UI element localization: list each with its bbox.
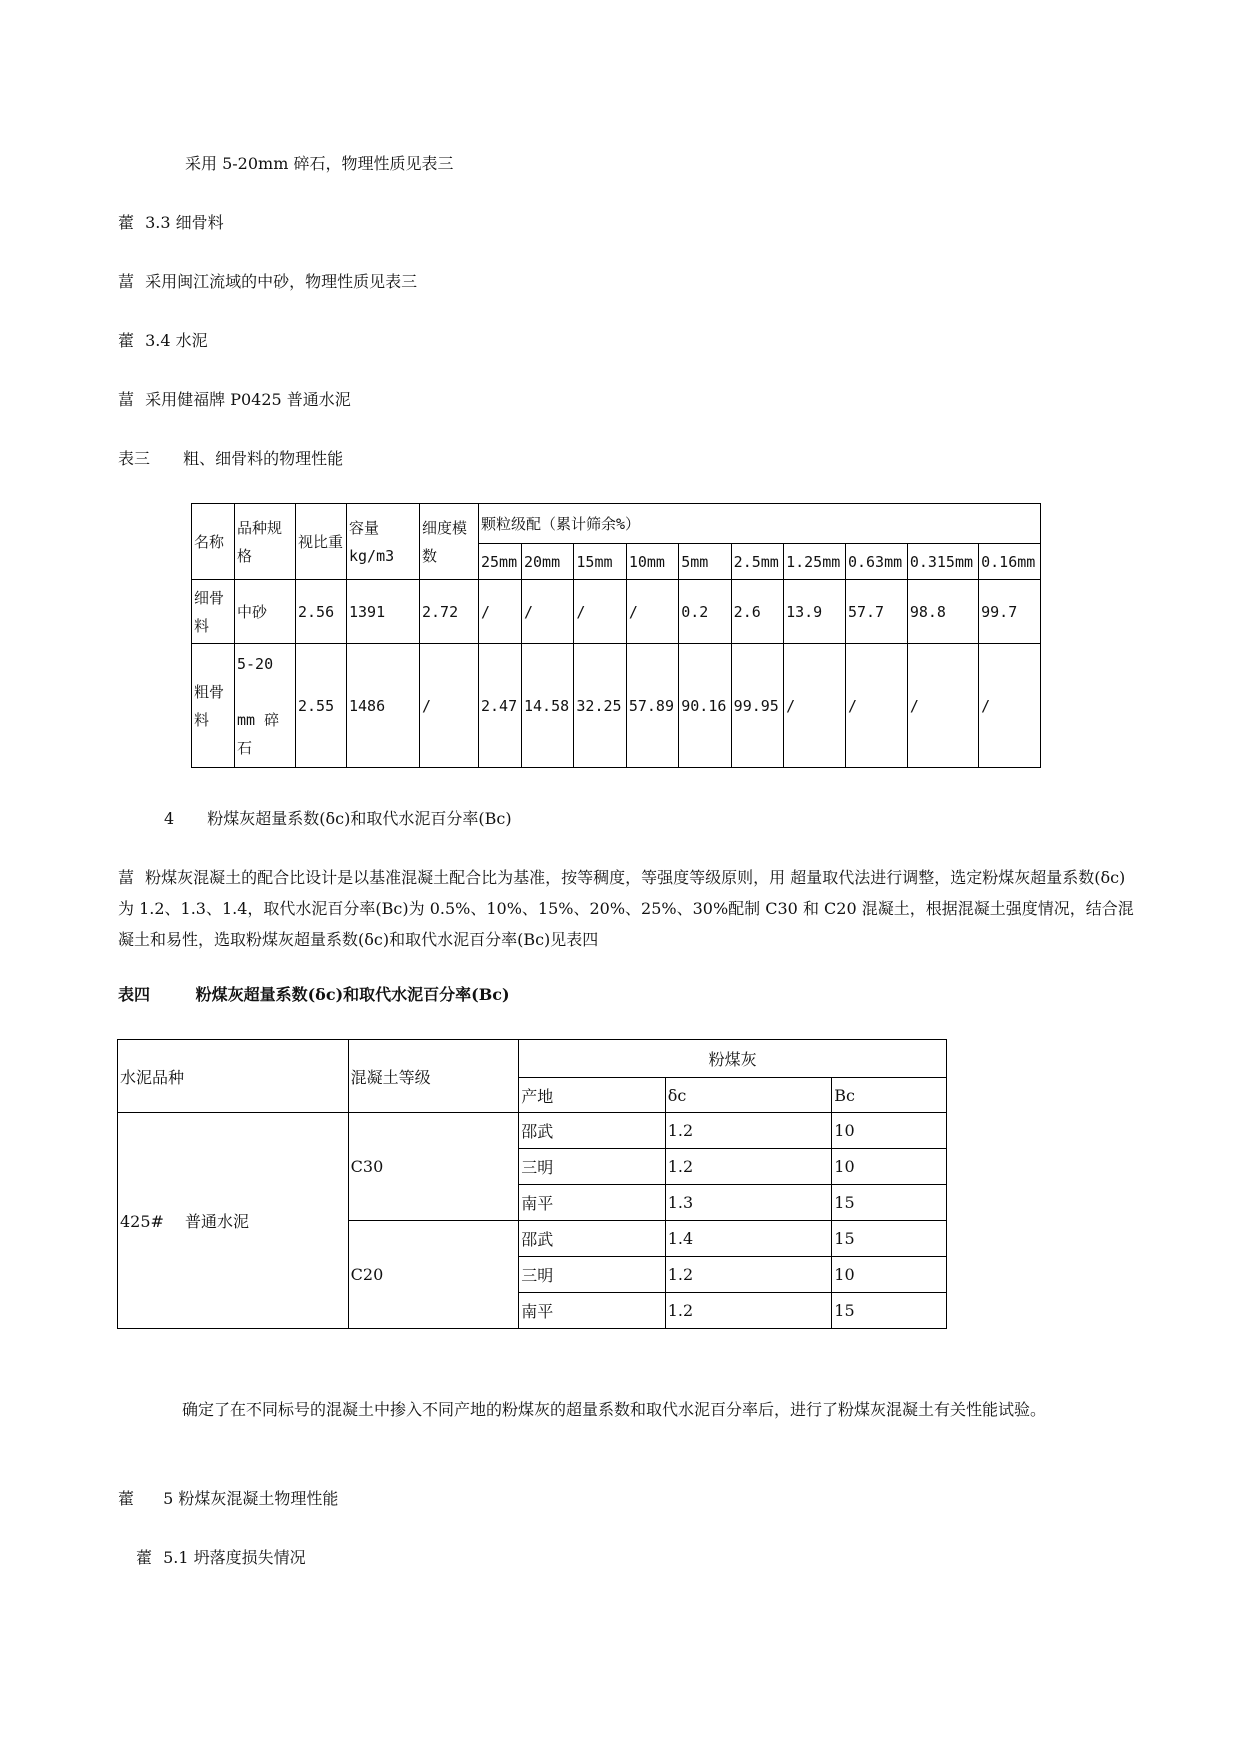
cell-dc: 1.2: [665, 1113, 832, 1149]
cell-dc: 1.4: [665, 1221, 832, 1257]
col-header-cement: 水泥品种: [118, 1040, 349, 1113]
paragraph-tests-text: 确定了在不同标号的混凝土中掺入不同产地的粉煤灰的超量系数和取代水泥百分率后，进行了粉煤灰混凝土有关性能试验。: [182, 1400, 1047, 1419]
cell-fineness: /: [420, 644, 479, 768]
text-line-cement: [118, 390, 351, 410]
col-header-bc: Bc: [832, 1078, 947, 1113]
heading-section-5: [118, 1489, 338, 1509]
cell-origin: 邵武: [519, 1113, 666, 1149]
cell-cement: 425# 普通水泥: [118, 1113, 349, 1329]
cell-bc: 15: [832, 1221, 947, 1257]
cell-grading: /: [784, 644, 846, 768]
sieve-header: 20mm: [521, 544, 573, 580]
cell-origin: 南平: [519, 1185, 666, 1221]
col-header-flyash: 粉煤灰: [519, 1040, 947, 1078]
table3-caption-title: 粗、细骨料的物理性能: [183, 449, 344, 468]
table3-caption: [118, 449, 343, 469]
sieve-header: 10mm: [626, 544, 678, 580]
heading-3-3: [118, 213, 224, 233]
bullet-mark: 藿: [118, 1489, 135, 1508]
sieve-header: 0.315mm: [907, 544, 978, 580]
col-header-dc: δc: [665, 1078, 832, 1113]
col-header-density: 视比重: [296, 504, 347, 580]
bullet-mark: 葍: [118, 390, 135, 409]
cell-grading: /: [521, 580, 573, 644]
paragraph-mix-design: [118, 862, 1138, 955]
cell-grading: /: [845, 644, 907, 768]
bullet-mark: 藿: [118, 213, 135, 232]
cell-origin: 三明: [519, 1149, 666, 1185]
heading-section-4: [164, 809, 512, 829]
table3-caption-label: 表三: [118, 449, 151, 468]
cell-grading: /: [979, 644, 1041, 768]
text-sand: 采用闽江流域的中砂，物理性质见表三: [145, 272, 418, 291]
table4-caption-label: 表四: [118, 985, 151, 1004]
cell-grading: 99.95: [731, 644, 783, 768]
table-flyash-coefficients: [117, 1039, 947, 1329]
cell-bc: 10: [832, 1257, 947, 1293]
heading-3-4: [118, 331, 208, 351]
cell-grading: 2.6: [731, 580, 783, 644]
cell-spec-line: 5-20: [237, 654, 274, 673]
cell-density: 2.56: [296, 580, 347, 644]
col-header-bulk: 容量 kg/m3: [347, 504, 420, 580]
table-aggregate-properties: [191, 503, 1041, 768]
cell-grading: /: [626, 580, 678, 644]
cell-grading: /: [574, 580, 626, 644]
heading-3-4-text: 3.4 水泥: [145, 331, 208, 350]
heading-section-5-1: [136, 1548, 306, 1568]
cell-grading: 0.2: [679, 580, 731, 644]
bullet-mark: 藿: [136, 1548, 153, 1567]
col-header-spec: 品种规格: [235, 504, 296, 580]
bullet-mark: 葍: [118, 272, 135, 291]
text-line-gravel: [185, 154, 453, 174]
cell-dc: 1.2: [665, 1293, 832, 1329]
cell-name: 粗骨料: [192, 644, 235, 768]
cell-origin: 三明: [519, 1257, 666, 1293]
col-header-name: 名称: [192, 504, 235, 580]
col-header-grading: 颗粒级配（累计筛余%）: [479, 504, 1041, 544]
cell-bc: 15: [832, 1185, 947, 1221]
cell-bulk: 1391: [347, 580, 420, 644]
cell-grading: 90.16: [679, 644, 731, 768]
sieve-header: 25mm: [479, 544, 522, 580]
paragraph-mix-design-text: 粉煤灰混凝土的配合比设计是以基准混凝土配合比为基准，按等稠度，等强度等级原则，用 超量取代法进行调整，选定粉煤灰超量系数(δc)为 1.2、1.3、1.4，取代水泥百分率(Bc)为 0.5%、10%、15%、20%、25%、30%配制 C30 和 C20 混凝土，根据混凝土强度情况，结合混凝土和易性，选取粉煤灰超量系数(δc)和取代水泥百分率(Bc)见表四: [118, 868, 1134, 949]
cell-grading: 57.7: [845, 580, 907, 644]
section-5-title: 5 粉煤灰混凝土物理性能: [163, 1489, 339, 1508]
cell-grade: C20: [348, 1221, 519, 1329]
table4-caption-title: 粉煤灰超量系数(δc)和取代水泥百分率(Bc): [195, 985, 510, 1004]
cell-name: 细骨料: [192, 580, 235, 644]
sieve-header: 5mm: [679, 544, 731, 580]
table-row: [118, 1113, 947, 1149]
section-5-1-title: 5.1 坍落度损失情况: [163, 1548, 306, 1567]
cell-bc: 15: [832, 1293, 947, 1329]
sieve-header: 1.25mm: [784, 544, 846, 580]
cell-grading: 57.89: [626, 644, 678, 768]
cell-bc: 10: [832, 1113, 947, 1149]
cell-dc: 1.2: [665, 1257, 832, 1293]
table-row: [192, 580, 1041, 644]
bullet-mark: 葍: [118, 868, 135, 887]
cell-dc: 1.2: [665, 1149, 832, 1185]
col-header-origin: 产地: [519, 1078, 666, 1113]
cell-grading: 99.7: [979, 580, 1041, 644]
cell-grading: 98.8: [907, 580, 978, 644]
sieve-header: 0.63mm: [845, 544, 907, 580]
sieve-header: 0.16mm: [979, 544, 1041, 580]
cell-grading: 2.47: [479, 644, 522, 768]
text-line-sand: [118, 272, 417, 292]
cell-grading: /: [479, 580, 522, 644]
cell-fineness: 2.72: [420, 580, 479, 644]
paragraph-tests: [118, 1394, 1138, 1425]
cell-spec: 中砂: [235, 580, 296, 644]
cell-grade: C30: [348, 1113, 519, 1221]
cell-bulk: 1486: [347, 644, 420, 768]
cell-density: 2.55: [296, 644, 347, 768]
text-cement: 采用健福牌 P0425 普通水泥: [145, 390, 351, 409]
section-4-number: 4: [164, 809, 175, 828]
cell-spec-line: mm 碎石: [237, 710, 280, 757]
cell-grading: 14.58: [521, 644, 573, 768]
sieve-header: 2.5mm: [731, 544, 783, 580]
cell-grading: 13.9: [784, 580, 846, 644]
table-row: [192, 644, 1041, 768]
cell-grading: 32.25: [574, 644, 626, 768]
text-gravel: 采用 5-20mm 碎石，物理性质见表三: [185, 154, 454, 173]
cell-origin: 南平: [519, 1293, 666, 1329]
bullet-mark: 藿: [118, 331, 135, 350]
cell-bc: 10: [832, 1149, 947, 1185]
cell-grading: /: [907, 644, 978, 768]
col-header-fineness: 细度模数: [420, 504, 479, 580]
col-header-grade: 混凝土等级: [348, 1040, 519, 1113]
sieve-header: 15mm: [574, 544, 626, 580]
table4-caption: [118, 985, 510, 1005]
cell-origin: 邵武: [519, 1221, 666, 1257]
heading-3-3-text: 3.3 细骨料: [145, 213, 224, 232]
cell-dc: 1.3: [665, 1185, 832, 1221]
cell-spec: [235, 644, 296, 768]
section-4-title: 粉煤灰超量系数(δc)和取代水泥百分率(Bc): [207, 809, 512, 828]
